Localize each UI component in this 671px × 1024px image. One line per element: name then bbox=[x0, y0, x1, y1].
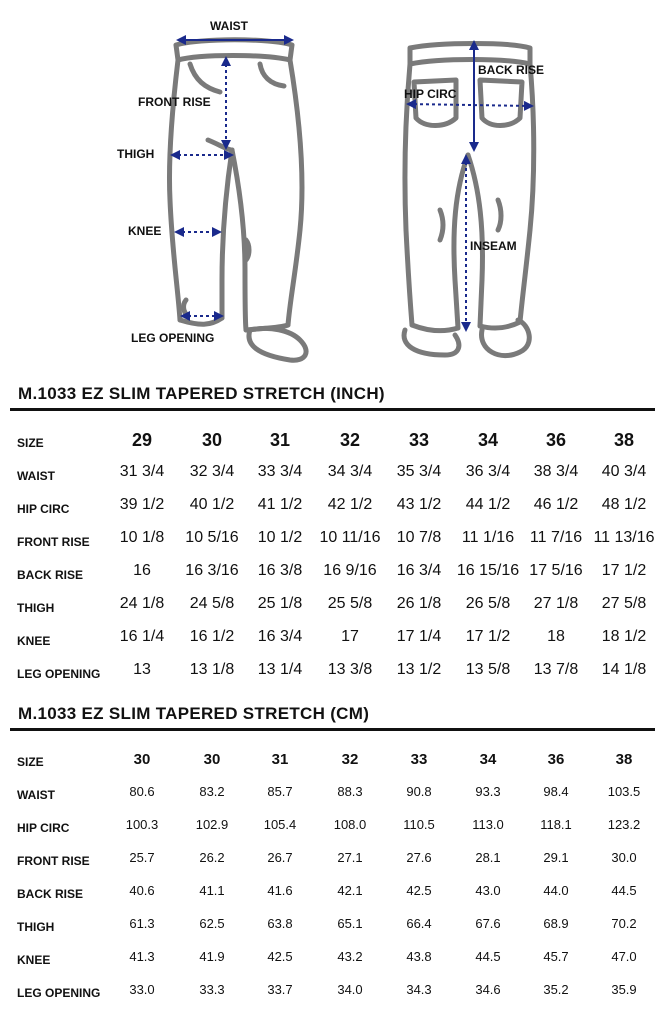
table-cell: 27.1 bbox=[337, 850, 363, 865]
pants-measurement-diagram bbox=[0, 0, 671, 370]
table-cell: 83.2 bbox=[199, 784, 225, 799]
label-leg-opening: LEG OPENING bbox=[131, 331, 215, 345]
table-cell: 13 1/4 bbox=[257, 661, 303, 678]
table-row bbox=[0, 784, 671, 808]
table-cell: 25 5/8 bbox=[327, 595, 373, 612]
table-row bbox=[0, 463, 671, 487]
table-cell: 80.6 bbox=[129, 784, 155, 799]
label-back-rise: BACK RISE bbox=[478, 63, 545, 77]
size-header-label: SIZE bbox=[17, 755, 44, 769]
table-cell: 35.2 bbox=[543, 982, 569, 997]
table-cell: 10 1/2 bbox=[257, 529, 303, 546]
table-cell: 65.1 bbox=[337, 916, 363, 931]
table-cell: 31 3/4 bbox=[119, 463, 165, 480]
table-cell: 36 3/4 bbox=[465, 463, 511, 480]
table-cell: 27 1/8 bbox=[533, 595, 579, 612]
table-row bbox=[0, 883, 671, 907]
table-cell: 123.2 bbox=[607, 817, 641, 832]
table-header-row bbox=[0, 751, 671, 775]
size-header-cell: 34 bbox=[477, 430, 499, 450]
table-cell: 13 bbox=[133, 661, 151, 678]
table-cell: 14 1/8 bbox=[601, 661, 647, 678]
table-cell: 44.5 bbox=[611, 883, 637, 898]
table-cell: 10 5/16 bbox=[185, 529, 239, 546]
row-label: LEG OPENING bbox=[17, 667, 101, 681]
table-cell: 16 3/8 bbox=[257, 562, 303, 579]
size-header-label: SIZE bbox=[17, 436, 44, 450]
table-cell: 16 15/16 bbox=[456, 562, 520, 579]
row-label: BACK RISE bbox=[17, 887, 84, 901]
row-label: WAIST bbox=[17, 788, 55, 802]
table-cell: 34 3/4 bbox=[327, 463, 373, 480]
table-cell: 108.0 bbox=[333, 817, 367, 832]
table-cell: 40 3/4 bbox=[601, 463, 647, 480]
label-inseam: INSEAM bbox=[470, 239, 517, 253]
table-cell: 13 3/8 bbox=[327, 661, 373, 678]
row-label: LEG OPENING bbox=[17, 986, 101, 1000]
table-cell: 10 1/8 bbox=[119, 529, 165, 546]
table-cell: 43.8 bbox=[406, 949, 432, 964]
table-cell: 40.6 bbox=[129, 883, 155, 898]
table-cell: 39 1/2 bbox=[119, 496, 165, 513]
table-cell: 85.7 bbox=[267, 784, 293, 799]
table-cell: 17 1/2 bbox=[601, 562, 647, 579]
table-cell: 98.4 bbox=[543, 784, 569, 799]
table-header-row bbox=[0, 430, 671, 454]
table-cell: 41.3 bbox=[129, 949, 155, 964]
inch-table-title: M.1033 EZ SLIM TAPERED STRETCH (INCH) bbox=[18, 384, 385, 403]
table-cell: 24 5/8 bbox=[189, 595, 235, 612]
row-label: FRONT RISE bbox=[17, 535, 90, 549]
table-cell: 13 7/8 bbox=[533, 661, 579, 678]
table-cell: 38 3/4 bbox=[533, 463, 579, 480]
table-cell: 33.7 bbox=[267, 982, 293, 997]
table-cell: 11 13/16 bbox=[593, 529, 655, 546]
table-cell: 35.9 bbox=[611, 982, 637, 997]
table-cell: 18 bbox=[547, 628, 565, 645]
table-cell: 42.5 bbox=[267, 949, 293, 964]
table-cell: 42 1/2 bbox=[327, 496, 373, 513]
table-cell: 25 1/8 bbox=[257, 595, 303, 612]
size-header-cell: 36 bbox=[547, 751, 565, 768]
table-cell: 34.6 bbox=[475, 982, 501, 997]
size-header-cell: 31 bbox=[271, 751, 289, 768]
table-cell: 33.0 bbox=[129, 982, 155, 997]
table-cell: 29.1 bbox=[543, 850, 569, 865]
size-header-cell: 32 bbox=[339, 430, 361, 450]
table-cell: 26 5/8 bbox=[465, 595, 511, 612]
table-cell: 88.3 bbox=[337, 784, 363, 799]
table-cell: 118.1 bbox=[540, 817, 572, 832]
label-front-rise: FRONT RISE bbox=[138, 95, 211, 109]
table-cell: 102.9 bbox=[195, 817, 229, 832]
table-cell: 48 1/2 bbox=[601, 496, 647, 513]
table-row bbox=[0, 595, 671, 619]
table-cell: 93.3 bbox=[475, 784, 501, 799]
size-header-cell: 38 bbox=[615, 751, 633, 768]
row-label: KNEE bbox=[17, 953, 51, 967]
table-cell: 70.2 bbox=[611, 916, 637, 931]
table-cell: 33.3 bbox=[199, 982, 225, 997]
row-label: THIGH bbox=[17, 601, 55, 615]
size-header-cell: 31 bbox=[269, 430, 291, 450]
table-cell: 16 3/16 bbox=[185, 562, 239, 579]
row-label: HIP CIRC bbox=[17, 821, 70, 835]
label-waist: WAIST bbox=[210, 19, 248, 33]
size-header-cell: 30 bbox=[203, 751, 221, 768]
table-cell: 44.0 bbox=[543, 883, 569, 898]
table-cell: 35 3/4 bbox=[396, 463, 442, 480]
table-cell: 27.6 bbox=[406, 850, 432, 865]
table-row bbox=[0, 562, 671, 586]
size-header-cell: 38 bbox=[613, 430, 635, 450]
row-label: HIP CIRC bbox=[17, 502, 70, 516]
table-cell: 17 bbox=[341, 628, 359, 645]
table-row bbox=[0, 661, 671, 685]
table-cell: 43 1/2 bbox=[396, 496, 442, 513]
table-cell: 110.5 bbox=[403, 817, 435, 832]
table-cell: 24 1/8 bbox=[119, 595, 165, 612]
row-label: THIGH bbox=[17, 920, 55, 934]
table-row bbox=[0, 628, 671, 652]
table-cell: 26 1/8 bbox=[396, 595, 442, 612]
size-header-cell: 30 bbox=[201, 430, 223, 450]
table-cell: 16 1/4 bbox=[119, 628, 165, 645]
table-cell: 45.7 bbox=[543, 949, 569, 964]
table-cell: 44 1/2 bbox=[465, 496, 511, 513]
table-cell: 26.7 bbox=[267, 850, 293, 865]
size-header-cell: 36 bbox=[545, 430, 567, 450]
inch-table-divider bbox=[10, 408, 655, 411]
table-cell: 61.3 bbox=[129, 916, 155, 931]
table-cell: 27 5/8 bbox=[601, 595, 647, 612]
table-cell: 30.0 bbox=[611, 850, 637, 865]
table-cell: 67.6 bbox=[475, 916, 501, 931]
table-cell: 10 7/8 bbox=[396, 529, 442, 546]
table-cell: 40 1/2 bbox=[189, 496, 235, 513]
size-header-cell: 32 bbox=[341, 751, 359, 768]
table-cell: 28.1 bbox=[475, 850, 501, 865]
table-cell: 13 1/8 bbox=[189, 661, 235, 678]
table-cell: 47.0 bbox=[611, 949, 637, 964]
table-row bbox=[0, 850, 671, 874]
cm-table-title: M.1033 EZ SLIM TAPERED STRETCH (CM) bbox=[18, 704, 370, 723]
table-cell: 66.4 bbox=[406, 916, 432, 931]
table-cell: 16 3/4 bbox=[257, 628, 303, 645]
size-header-cell: 34 bbox=[479, 751, 497, 768]
table-cell: 105.4 bbox=[263, 817, 297, 832]
size-header-cell: 30 bbox=[133, 751, 151, 768]
table-cell: 10 11/16 bbox=[319, 529, 381, 546]
table-cell: 113.0 bbox=[472, 817, 504, 832]
table-row bbox=[0, 496, 671, 520]
table-cell: 16 bbox=[133, 562, 151, 579]
table-cell: 11 1/16 bbox=[461, 529, 515, 546]
hip-circ-arrow bbox=[408, 104, 532, 106]
size-header-cell: 33 bbox=[408, 430, 430, 450]
table-cell: 100.3 bbox=[125, 817, 159, 832]
size-header-cell: 29 bbox=[131, 430, 153, 450]
table-cell: 33 3/4 bbox=[257, 463, 303, 480]
table-cell: 16 9/16 bbox=[323, 562, 377, 579]
table-cell: 42.1 bbox=[337, 883, 363, 898]
table-cell: 62.5 bbox=[199, 916, 225, 931]
table-cell: 41.1 bbox=[199, 883, 225, 898]
table-cell: 90.8 bbox=[406, 784, 432, 799]
table-cell: 43.0 bbox=[475, 883, 501, 898]
table-row bbox=[0, 949, 671, 973]
table-cell: 17 1/4 bbox=[396, 628, 442, 645]
table-cell: 41 1/2 bbox=[257, 496, 303, 513]
table-cell: 68.9 bbox=[543, 916, 569, 931]
label-thigh: THIGH bbox=[117, 147, 155, 161]
table-cell: 103.5 bbox=[607, 784, 641, 799]
label-hip-circ: HIP CIRC bbox=[404, 87, 457, 101]
table-cell: 46 1/2 bbox=[533, 496, 579, 513]
table-cell: 63.8 bbox=[267, 916, 293, 931]
table-cell: 34.3 bbox=[406, 982, 432, 997]
table-cell: 17 5/16 bbox=[529, 562, 583, 579]
table-row bbox=[0, 982, 671, 1006]
row-label: BACK RISE bbox=[17, 568, 84, 582]
row-label: WAIST bbox=[17, 469, 55, 483]
table-cell: 34.0 bbox=[337, 982, 363, 997]
table-row bbox=[0, 916, 671, 940]
table-cell: 43.2 bbox=[337, 949, 363, 964]
front-view-pants bbox=[169, 40, 306, 361]
table-cell: 13 5/8 bbox=[465, 661, 511, 678]
table-row bbox=[0, 817, 671, 841]
row-label: KNEE bbox=[17, 634, 51, 648]
cm-table-divider bbox=[10, 728, 655, 731]
table-cell: 25.7 bbox=[129, 850, 155, 865]
table-cell: 42.5 bbox=[406, 883, 432, 898]
table-cell: 13 1/2 bbox=[396, 661, 442, 678]
row-label: FRONT RISE bbox=[17, 854, 90, 868]
table-cell: 17 1/2 bbox=[465, 628, 511, 645]
table-cell: 16 3/4 bbox=[396, 562, 442, 579]
label-knee: KNEE bbox=[128, 224, 162, 238]
table-cell: 18 1/2 bbox=[601, 628, 647, 645]
table-cell: 11 7/16 bbox=[529, 529, 583, 546]
table-cell: 32 3/4 bbox=[189, 463, 235, 480]
table-cell: 44.5 bbox=[475, 949, 501, 964]
table-cell: 16 1/2 bbox=[189, 628, 235, 645]
size-header-cell: 33 bbox=[410, 751, 428, 768]
table-row bbox=[0, 529, 671, 553]
table-cell: 41.9 bbox=[199, 949, 225, 964]
table-cell: 41.6 bbox=[267, 883, 293, 898]
table-cell: 26.2 bbox=[199, 850, 225, 865]
